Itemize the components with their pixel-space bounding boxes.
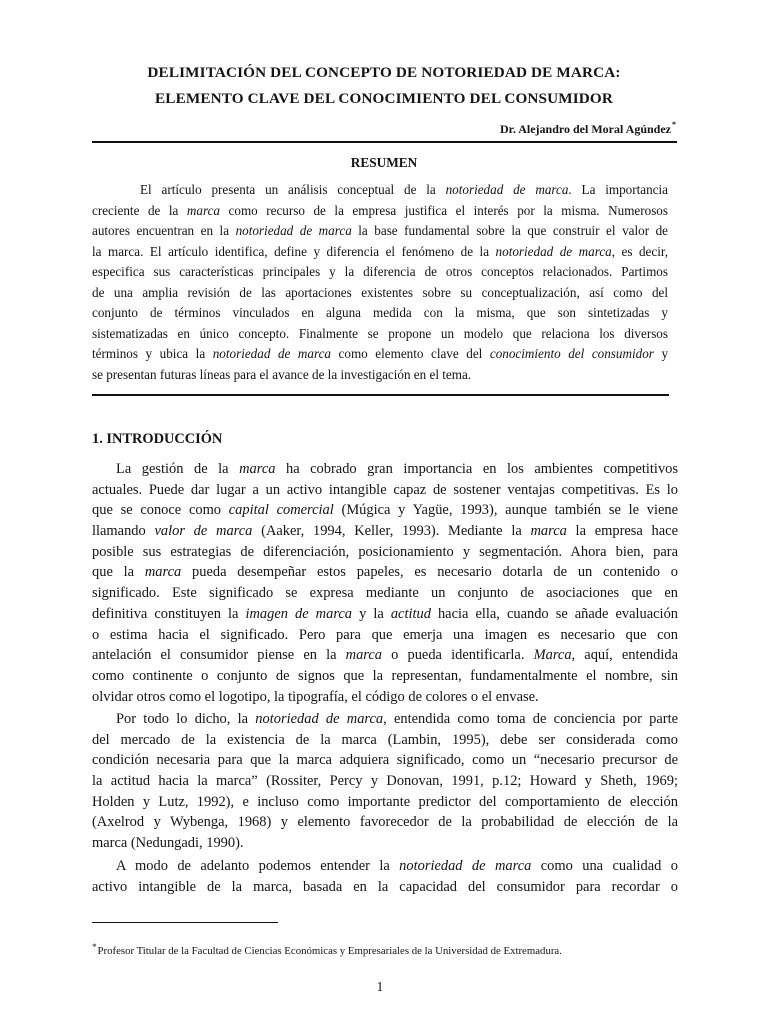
text-line xyxy=(92,324,668,345)
text-line xyxy=(92,771,678,792)
text-line xyxy=(92,833,678,854)
text-run: y xyxy=(653,346,668,362)
italic-term: actitud xyxy=(390,605,431,622)
text-run: activo intangible de la marca, basada en la capacidad del consumidor para recordar o xyxy=(92,878,678,895)
text-run: olvidar otros como el logotipo, la tipografía, el código de colores o el envase. xyxy=(92,688,539,705)
body-paragraph-1 xyxy=(92,459,678,707)
text-run: (Múgica y Yagüe, 1993), aunque también se le viene xyxy=(333,502,678,519)
text-run: El artículo presenta un análisis conceptual de la xyxy=(140,182,446,197)
text-line xyxy=(92,625,678,646)
italic-term: conocimiento del consumidor xyxy=(489,346,654,362)
italic-term: marca xyxy=(345,647,382,664)
italic-term: marca xyxy=(144,564,182,581)
text-run: se presentan futuras líneas para el avance de la investigación en el tema. xyxy=(92,366,472,382)
text-run: antelación el consumidor piense en la xyxy=(92,647,346,664)
text-run: la marca. El artículo identifica, define y diferencia el fenómeno de la xyxy=(92,243,496,259)
italic-term: notoriedad de marca xyxy=(212,346,331,362)
text-line xyxy=(92,645,678,666)
italic-term: valor de marca xyxy=(154,523,253,540)
italic-term: Marca xyxy=(533,647,572,664)
text-run: especifica sus características principales y la diferencia de otros conceptos relacionados. Partimos xyxy=(92,264,668,280)
text-run: hacia ella, cuando se añade evaluación xyxy=(430,605,678,622)
text-line xyxy=(92,666,678,687)
text-line xyxy=(92,242,668,263)
section-heading: 1. INTRODUCCIÓN xyxy=(92,431,223,447)
footnote xyxy=(92,942,562,957)
italic-term: imagen de marca xyxy=(245,605,353,622)
text-line xyxy=(92,500,678,521)
text-run: Holden y Lutz, 1992), e incluso como importante predictor del comportamiento de elección xyxy=(92,793,678,810)
text-run: (Aaker, 1994, Keller, 1993). Mediante la xyxy=(252,523,531,540)
abstract-heading: RESUMEN xyxy=(350,155,418,170)
text-run: actuales. Puede dar lugar a un activo intangible capaz de sostener ventajas competitivas. Es lo xyxy=(92,481,678,498)
text-run: , es decir, xyxy=(611,243,668,259)
abstract-divider xyxy=(92,394,669,396)
italic-term: notoriedad de marca xyxy=(399,858,532,874)
text-run: , aquí, entendida xyxy=(571,647,678,664)
text-run: significado. Este significado se expresa mediante un conjunto de asociaciones que en xyxy=(92,585,678,602)
text-line xyxy=(92,583,678,604)
text-run: definitiva constituyen la xyxy=(92,605,246,622)
footnote-text: Profesor Titular de la Facultad de Ciencias Económicas y Empresariales de la Universidad de Extremadura. xyxy=(97,945,562,957)
text-line xyxy=(92,542,678,563)
text-line xyxy=(92,856,678,877)
italic-term: notoriedad de marca xyxy=(495,243,612,259)
text-line xyxy=(92,521,678,542)
text-run: A modo de adelanto podemos entender la xyxy=(116,858,400,874)
text-run: La gestión de la xyxy=(116,461,240,477)
text-run: que la xyxy=(92,564,145,581)
body-paragraph-2 xyxy=(92,709,678,854)
text-run: o estima hacia el significado. Pero para que emerja una imagen es necesario que con xyxy=(92,626,678,643)
text-run: como una cualidad o xyxy=(531,858,678,874)
abstract-text xyxy=(92,180,668,385)
paper-title-line-1: DELIMITACIÓN DEL CONCEPTO DE NOTORIEDAD DE MARCA: xyxy=(147,64,621,81)
text-run: marca (Nedungadi, 1990). xyxy=(92,835,244,852)
text-run: (Axelrod y Wybenga, 1968) y elemento favorecedor de la probabilidad de elección de la xyxy=(92,814,678,831)
text-run: , entendida como toma de conciencia por parte xyxy=(383,711,678,727)
text-run: como continente o conjunto de signos que la representan, fundamentalmente el nombre, sin xyxy=(92,667,678,684)
text-run: pueda desempeñar estos papeles, es necesario dotarla de un contenido o xyxy=(181,564,678,581)
italic-term: marca xyxy=(530,523,567,540)
text-line xyxy=(92,303,668,324)
text-line xyxy=(92,687,678,708)
text-line xyxy=(92,604,678,625)
text-run: términos y ubica la xyxy=(92,346,213,362)
text-run: la empresa hace xyxy=(566,523,678,540)
text-run: de una amplia revisión de las aportaciones existentes sobre su conceptualización, así como del xyxy=(92,284,668,300)
text-line xyxy=(92,459,678,480)
text-run: la base fundamental sobre la que construir el valor de xyxy=(351,223,668,239)
italic-term: notoriedad de marca xyxy=(445,182,569,197)
text-line xyxy=(92,365,668,386)
text-line xyxy=(92,562,678,583)
text-run: sistematizadas en único concepto. Finalmente se propone un modelo que relaciona los diversos xyxy=(92,325,668,341)
text-line xyxy=(92,812,678,833)
text-run: ha cobrado gran importancia en los ambientes competitivos xyxy=(275,461,678,477)
text-line xyxy=(92,180,668,201)
text-run: Por todo lo dicho, la xyxy=(116,711,256,727)
italic-term: notoriedad de marca xyxy=(235,223,352,239)
page-number: 1 xyxy=(376,979,384,994)
text-run: autores encuentran en la xyxy=(92,223,236,239)
text-run: la actitud hacia la marca” (Rossiter, Percy y Donovan, 1991, p.12; Howard y Sheth, 1969; xyxy=(92,773,678,790)
italic-term: capital comercial xyxy=(228,502,334,519)
text-line xyxy=(92,480,678,501)
footnote-marker: * xyxy=(92,942,97,952)
text-line xyxy=(92,201,668,222)
text-run: del mercado de la existencia de la marca (Lambin, 1995), debe ser considerada como xyxy=(92,731,678,748)
text-run: como recurso de la empresa justifica el interés por la misma. Numerosos xyxy=(220,202,668,218)
text-run: y la xyxy=(352,605,391,622)
italic-term: notoriedad de marca xyxy=(255,711,384,727)
text-line xyxy=(92,877,678,898)
text-line xyxy=(92,730,678,751)
text-line xyxy=(92,709,678,730)
author-footnote-marker: * xyxy=(672,120,676,129)
text-run: condición necesaria para que la marca adquiera significado, como un “necesario precursor de xyxy=(92,752,678,769)
paper-title-line-2: ELEMENTO CLAVE DEL CONOCIMIENTO DEL CONSUMIDOR xyxy=(155,90,613,107)
text-line xyxy=(92,750,678,771)
author-name: Dr. Alejandro del Moral Agúndez xyxy=(499,122,671,136)
title-divider xyxy=(92,141,677,143)
text-line xyxy=(92,283,668,304)
author-byline xyxy=(500,120,676,137)
body-paragraph-3 xyxy=(92,856,678,897)
text-line xyxy=(92,344,668,365)
text-run: como elemento clave del xyxy=(330,346,490,362)
text-line xyxy=(92,262,668,283)
text-run: posible sus estrategias de diferenciación, posicionamiento y segmentación. Ahora bien, para xyxy=(92,543,678,560)
text-run: creciente de la xyxy=(92,202,187,218)
text-run: conjunto de términos vinculados en alguna medida con la misma, que son sintetizadas y xyxy=(92,305,668,321)
text-line xyxy=(92,792,678,813)
italic-term: marca xyxy=(239,461,276,477)
text-run: . La importancia xyxy=(568,182,668,197)
text-run: que se conoce como xyxy=(92,502,229,519)
text-run: o pueda identificarla. xyxy=(382,647,534,664)
footnote-divider xyxy=(92,922,278,923)
text-run: llamando xyxy=(92,523,155,540)
text-line xyxy=(92,221,668,242)
italic-term: marca xyxy=(186,202,220,218)
